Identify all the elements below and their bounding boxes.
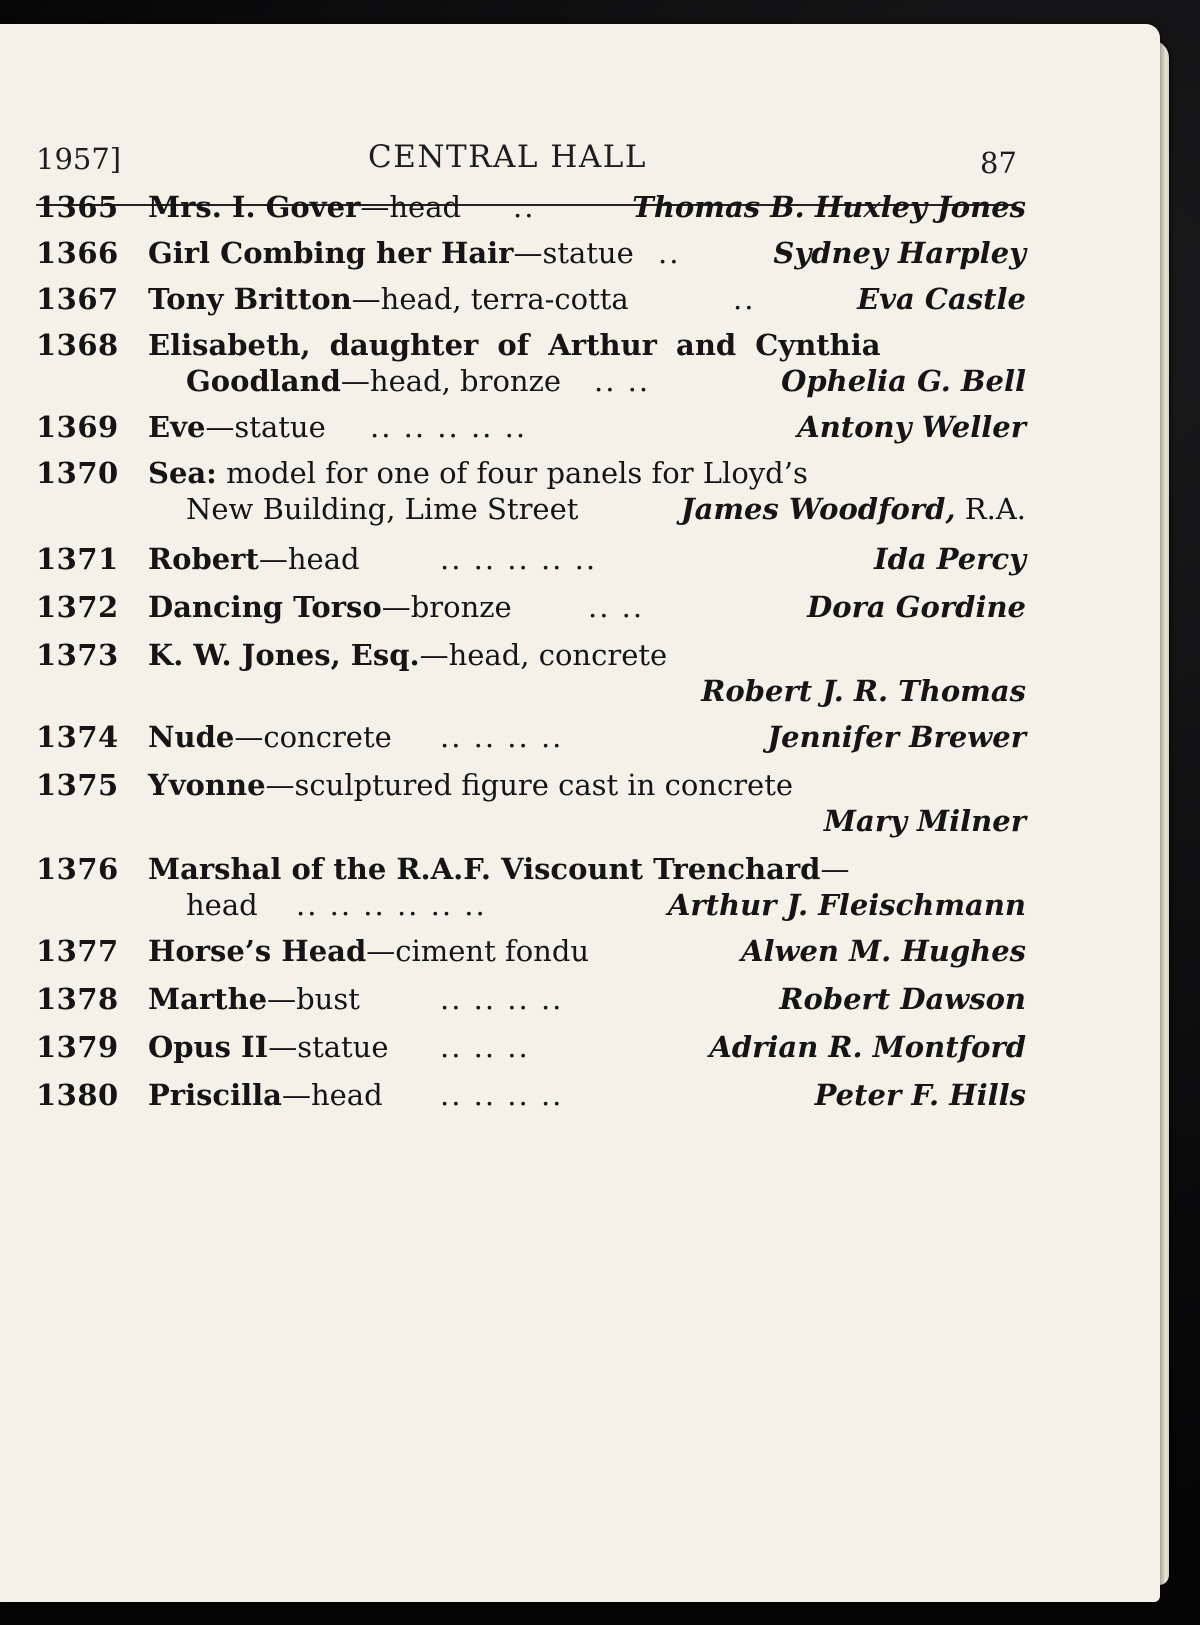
entry-line <box>148 590 1026 628</box>
entry-line <box>148 720 1026 758</box>
entry-line <box>148 934 1026 972</box>
entry-line <box>148 456 1026 494</box>
entry-medium: —statue <box>205 410 326 444</box>
entry-title: Priscilla <box>148 1078 282 1112</box>
entry-text <box>148 236 634 270</box>
entry-artist: Arthur J. Fleischmann <box>667 888 1026 922</box>
entry-number: 1380 <box>36 1078 119 1112</box>
entry-line <box>148 282 1026 320</box>
entry-artist: Robert Dawson <box>779 982 1026 1016</box>
entry-text <box>148 328 881 362</box>
entry-medium: —bronze <box>381 590 512 624</box>
artist-suffix: R.A. <box>955 492 1026 526</box>
entry-number: 1369 <box>36 410 119 444</box>
entry-line <box>148 1030 1026 1068</box>
entry-medium: —head <box>281 1078 383 1112</box>
dot-leader: .. <box>733 282 756 316</box>
entry-line <box>148 410 1026 448</box>
entry-artist: Eva Castle <box>857 282 1026 316</box>
entry-text <box>148 982 360 1016</box>
entry-text <box>148 590 512 624</box>
entry-title: Marthe <box>148 982 268 1016</box>
entry-title: Horse’s Head <box>148 934 367 968</box>
entry-text <box>148 542 360 576</box>
dot-leader: .. .. .. .. <box>440 982 564 1016</box>
entry-number: 1379 <box>36 1030 119 1064</box>
entry-line-continued <box>186 888 1026 926</box>
page-number: 87 <box>980 146 1017 180</box>
entry-number: 1368 <box>36 328 119 362</box>
entry-medium-continued: head <box>186 888 258 922</box>
entry-medium: model for one of four panels for Lloyd’s <box>226 456 808 490</box>
entry-line <box>148 328 1026 366</box>
entry-title-continued: Goodland <box>186 364 341 398</box>
entry-text <box>148 410 326 444</box>
entry-artist: Robert J. R. Thomas <box>701 674 1026 708</box>
entry-line-continued <box>186 674 1026 712</box>
entry-number: 1372 <box>36 590 119 624</box>
entry-artist: Mary Milner <box>823 804 1026 838</box>
entry-text <box>186 364 561 398</box>
entry-line-continued <box>186 804 1026 842</box>
page-title: CENTRAL HALL <box>368 139 647 175</box>
entry-title: Dancing Torso <box>148 590 382 624</box>
entry-number: 1374 <box>36 720 119 754</box>
entry-text <box>148 852 849 886</box>
entry-number: 1377 <box>36 934 119 968</box>
entry-artist: Thomas B. Huxley Jones <box>632 190 1026 224</box>
dot-leader: .. <box>658 236 681 270</box>
entry-title: Tony Britton <box>148 282 352 316</box>
entry-medium: —head <box>258 542 360 576</box>
entry-title: Sea: <box>148 456 217 490</box>
entry-line <box>148 638 1026 676</box>
dot-leader: .. .. .. .. .. .. <box>296 888 487 922</box>
entry-text <box>148 720 392 754</box>
entry-medium: —concrete <box>234 720 392 754</box>
entry-line <box>148 542 1026 580</box>
entry-line <box>148 852 1026 890</box>
entry-line-continued <box>186 492 1026 530</box>
entry-medium: —head <box>360 190 462 224</box>
entry-text <box>186 492 578 526</box>
dot-leader: .. .. .. .. .. <box>370 410 528 444</box>
entry-medium: —ciment fondu <box>366 934 590 968</box>
entry-line <box>148 1078 1026 1116</box>
entry-text <box>148 190 461 224</box>
entry-artist: Adrian R. Montford <box>709 1030 1026 1064</box>
entry-text <box>148 934 589 968</box>
entry-medium: —head, bronze <box>340 364 562 398</box>
dot-leader: .. .. .. .. .. <box>440 542 598 576</box>
entry-line <box>148 236 1026 274</box>
entry-line <box>148 982 1026 1020</box>
entry-title: Robert <box>148 542 259 576</box>
header-year: 1957] <box>36 142 122 176</box>
entry-title: K. W. Jones, Esq. <box>148 638 420 672</box>
dot-leader: .. .. .. .. <box>440 720 564 754</box>
entry-line-continued <box>186 364 1026 402</box>
entry-title: Eve <box>148 410 206 444</box>
entry-medium: —bust <box>267 982 360 1016</box>
entry-artist: Jennifer Brewer <box>767 720 1026 754</box>
entry-title: Girl Combing her Hair <box>148 236 514 270</box>
entry-medium: —statue <box>268 1030 389 1064</box>
entry-medium: —head, concrete <box>419 638 668 672</box>
entry-line <box>148 190 1026 228</box>
entry-title: Marshal of the R.A.F. Viscount Trenchard <box>148 852 821 886</box>
entry-number: 1371 <box>36 542 119 576</box>
entry-artist: Dora Gordine <box>807 590 1026 624</box>
entry-number: 1366 <box>36 236 119 270</box>
entry-number: 1370 <box>36 456 119 490</box>
dot-leader: .. .. .. .. <box>440 1078 564 1112</box>
entry-medium: — <box>820 852 850 886</box>
book-page <box>0 24 1160 1602</box>
entry-text <box>148 1030 389 1064</box>
dot-leader: .. .. <box>594 364 651 398</box>
entry-number: 1378 <box>36 982 119 1016</box>
entry-text <box>148 1078 383 1112</box>
entry-title: Opus II <box>148 1030 269 1064</box>
entry-text <box>148 638 667 672</box>
entry-artist: Sydney Harpley <box>773 236 1026 270</box>
entry-number: 1367 <box>36 282 119 316</box>
entry-number: 1376 <box>36 852 119 886</box>
entry-artist: James Woodford, <box>680 492 956 526</box>
entry-number: 1373 <box>36 638 119 672</box>
entry-artist: Ida Percy <box>874 542 1026 576</box>
entry-title: Nude <box>148 720 235 754</box>
entry-title: Yvonne <box>148 768 266 802</box>
entry-title: Elisabeth, daughter of Arthur and Cynthia <box>148 328 881 362</box>
entry-title: Mrs. I. Gover <box>148 190 361 224</box>
dot-leader: .. .. <box>588 590 645 624</box>
dot-leader: .. .. .. <box>440 1030 530 1064</box>
entry-artist: Peter F. Hills <box>814 1078 1026 1112</box>
entry-text <box>186 888 258 922</box>
entry-medium: —statue <box>513 236 634 270</box>
entry-number: 1375 <box>36 768 119 802</box>
entry-text <box>148 456 808 490</box>
entry-artist: Alwen M. Hughes <box>740 934 1026 968</box>
dot-leader: .. <box>513 190 536 224</box>
entry-artist: Antony Weller <box>797 410 1026 444</box>
entry-medium: —sculptured figure cast in concrete <box>265 768 794 802</box>
entry-text <box>148 282 629 316</box>
entry-artist-group <box>681 492 1026 526</box>
entry-medium: —head, terra-cotta <box>351 282 629 316</box>
entry-medium-continued: New Building, Lime Street <box>186 492 579 526</box>
entry-artist: Ophelia G. Bell <box>781 364 1026 398</box>
entry-line <box>148 768 1026 806</box>
entry-number: 1365 <box>36 190 119 224</box>
entry-text <box>148 768 793 802</box>
